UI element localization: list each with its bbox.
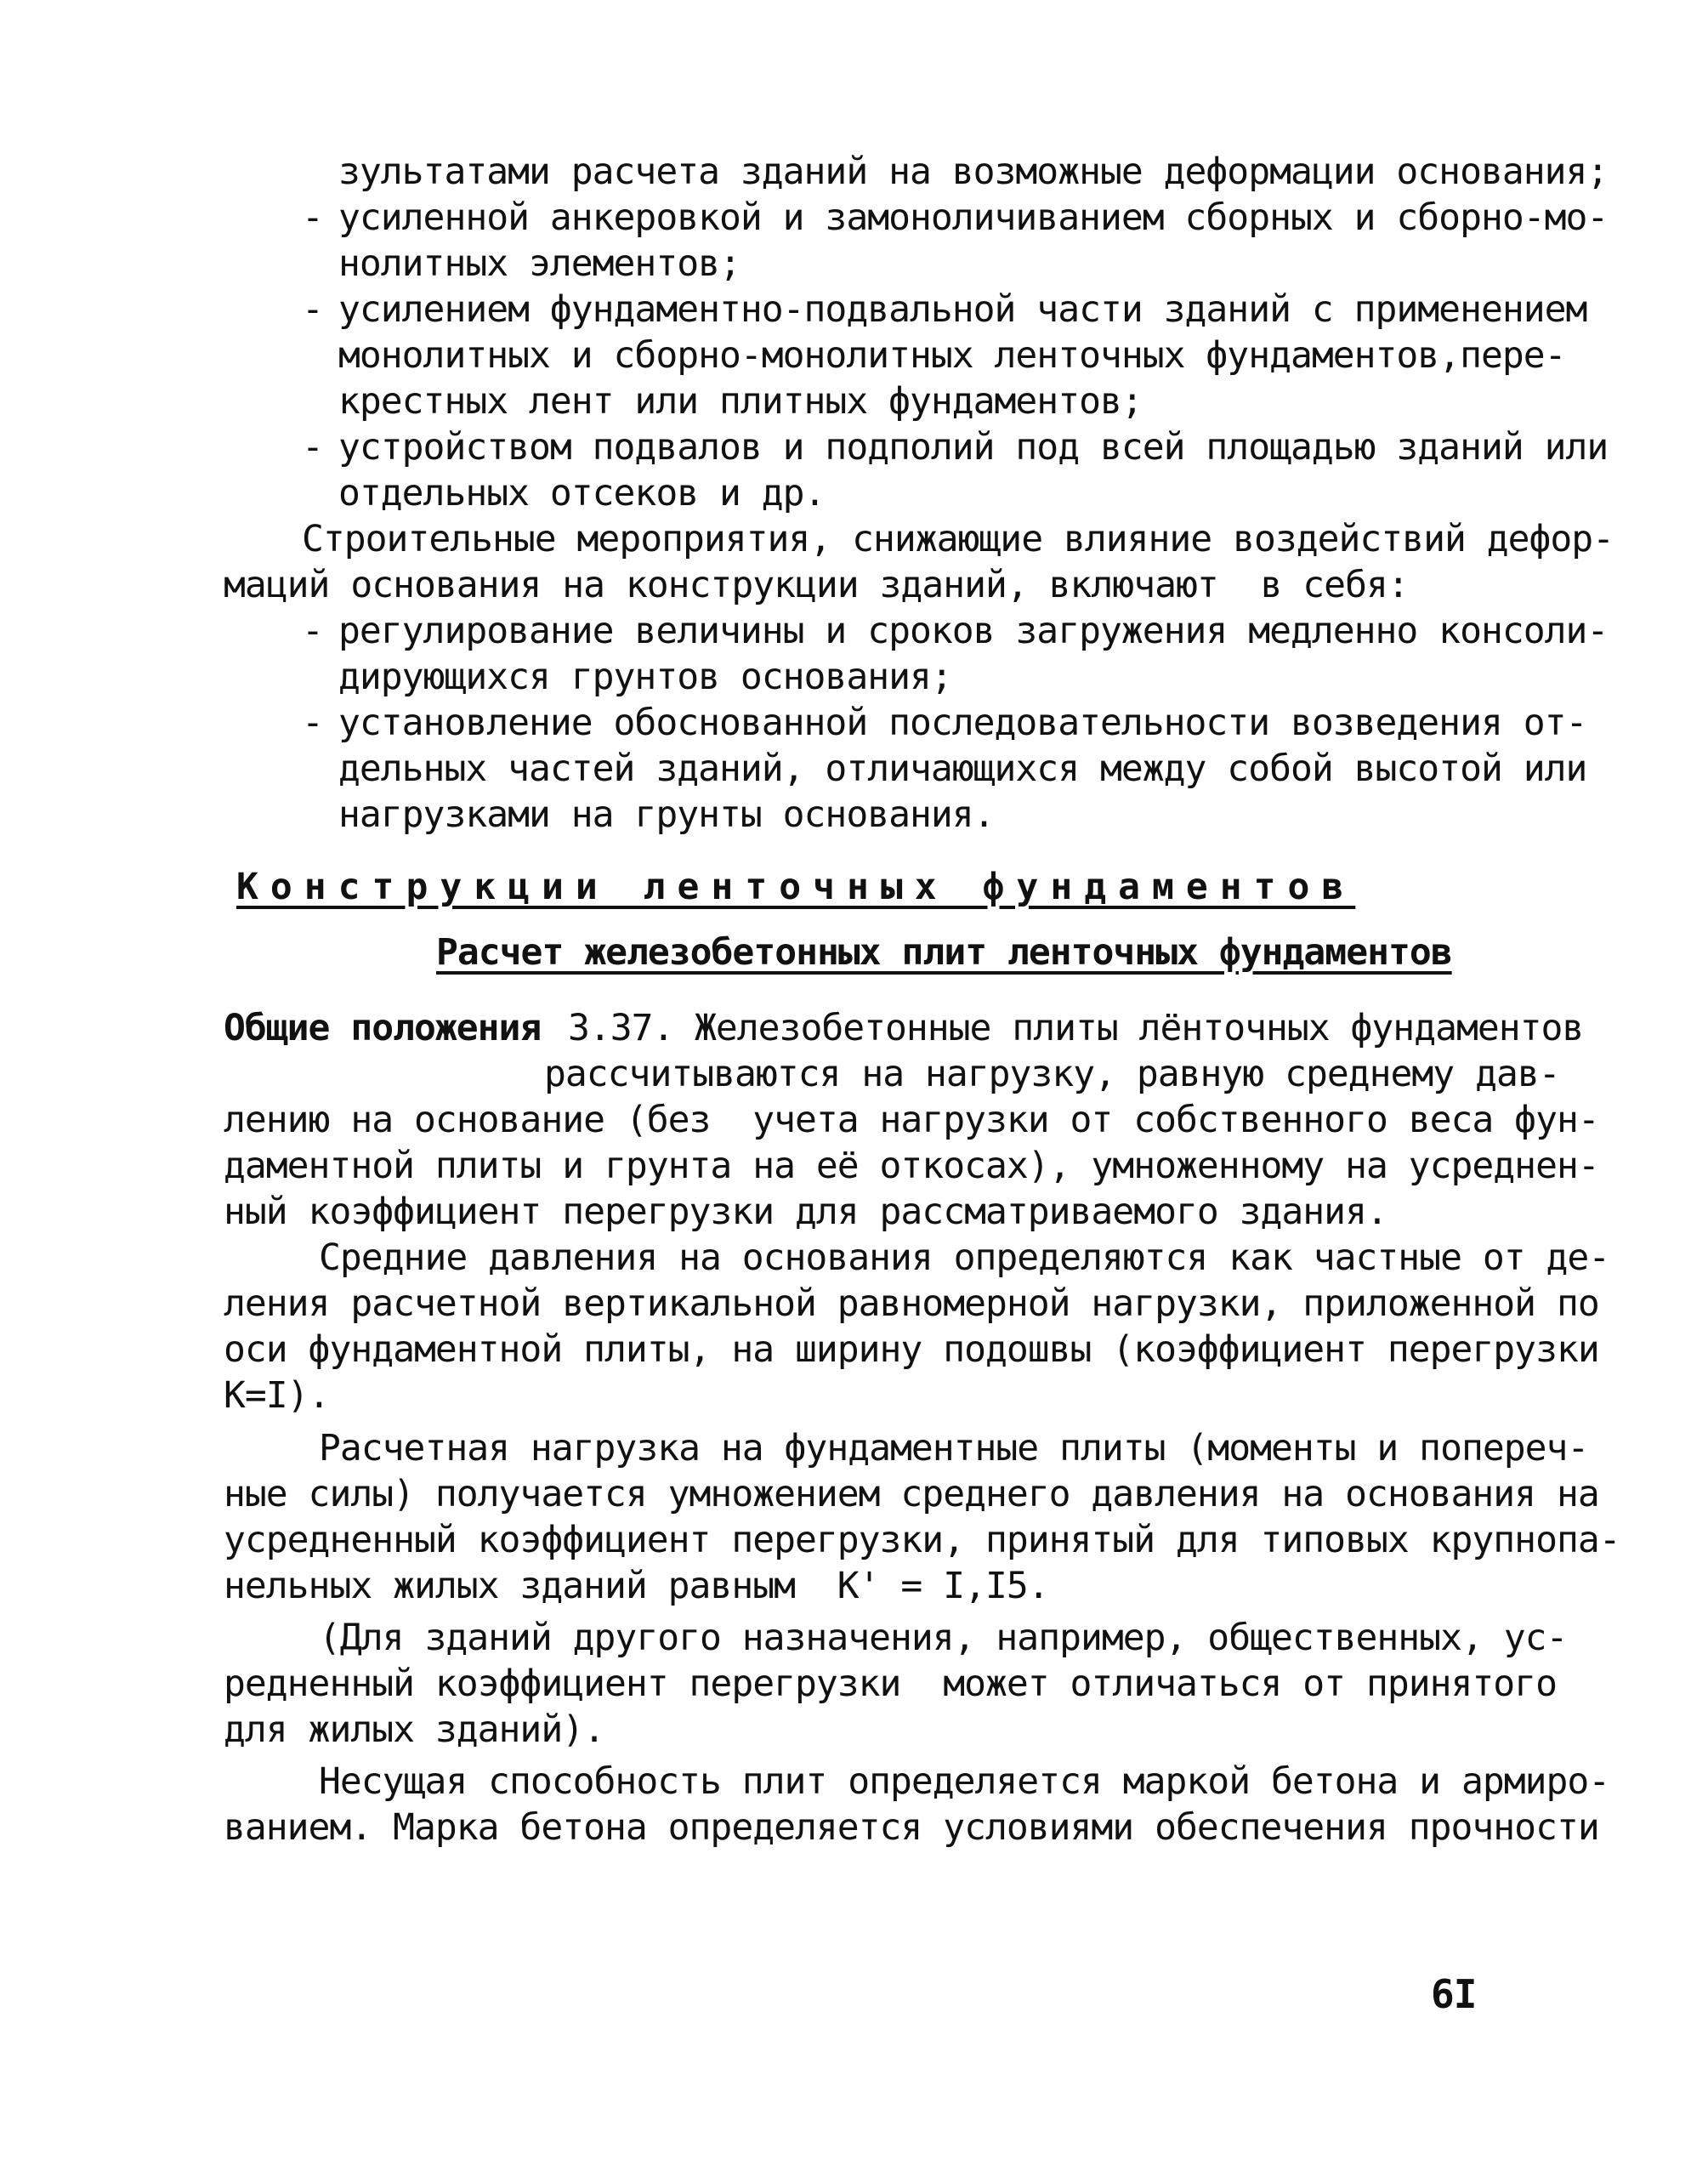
paragraph-line: Расчетная нагрузка на фундаментные плиты (моменты и попереч- [319,1427,1589,1469]
paragraph-line: для жилых зданий). [224,1708,604,1751]
list-item-line: нагрузками на грунты основания. [338,793,995,836]
list-dash: - [302,288,323,331]
list-item-line: дельных частей зданий, отличающихся между собой высотой или [338,747,1587,790]
list-continuation-line: зультатами расчета зданий на возможные деформации основания; [338,151,1609,193]
list-item-line: усиленной анкеровкой и замоноличиванием сборных и сборно-мо- [338,196,1609,239]
list-dash: - [302,610,323,652]
list-item-line: усилением фундаментно-подвальной части зданий с применением [338,288,1587,331]
margin-label: Общие положения [224,1007,542,1049]
paragraph-line: Строительные мероприятия, снижающие влияние воздействий дефор- [302,518,1614,560]
list-item-line: монолитных и сборно-монолитных ленточных фундаментов,пере- [338,334,1566,377]
list-item-line: установление обоснованной последовательности возведения от- [338,702,1587,744]
clause-number: 3.37. [568,1007,674,1049]
list-item-line: регулирование величины и сроков загружения медленно консоли- [338,610,1609,652]
page-number: 6I [1431,1971,1477,2017]
list-dash: - [302,702,323,744]
section-heading: Конструкции ленточных фундаментов [236,866,1356,908]
paragraph-line: маций основания на конструкции зданий, включают в себя: [224,564,1409,606]
paragraph-line: Средние давления на основания определяются как частные от де- [319,1236,1610,1279]
paragraph-line: ные силы) получается умножением среднего давления на основания на [224,1473,1599,1515]
paragraph-line: (Для зданий другого назначения, например, общественных, ус- [319,1617,1568,1659]
paragraph-line: рассчитываются на нагрузку, равную среднему дав- [544,1053,1560,1095]
list-item-line: нолитных элементов; [338,242,741,285]
paragraph-line: усредненный коэффициент перегрузки, принятый для типовых крупнопа- [224,1519,1620,1561]
list-item-line: отдельных отсеков и др. [338,472,826,514]
list-item-line: крестных лент или плитных фундаментов; [338,380,1143,423]
list-dash: - [302,196,323,239]
paragraph-line: нельных жилых зданий равным К' = I,I5. [224,1565,1049,1607]
paragraph-line: ления расчетной вертикальной равномерной нагрузки, приложенной по [224,1282,1599,1325]
paragraph-line: ный коэффициент перегрузки для рассматриваемого здания. [224,1191,1387,1233]
list-dash: - [302,426,323,469]
paragraph-line: даментной плиты и грунта на её откосах), умноженному на усреднен- [224,1145,1599,1187]
paragraph-line: редненный коэффициент перегрузки может отличаться от принятого [224,1663,1557,1705]
paragraph-line: ванием. Марка бетона определяется условиями обеспечения прочности [224,1806,1599,1849]
paragraph-line: Несущая способность плит определяется маркой бетона и армиро- [319,1760,1610,1803]
paragraph-line: лению на основание (без учета нагрузки от собственного веса фун- [224,1099,1599,1141]
paragraph-line: Железобетонные плиты лёнточных фундаментов [695,1007,1584,1049]
list-item-line: дирующихся грунтов основания; [338,656,952,698]
paragraph-line: К=I). [224,1374,330,1417]
subsection-heading: Расчет железобетонных плит ленточных фундаментов [436,931,1452,974]
paragraph-line: оси фундаментной плиты, на ширину подошвы (коэффициент перегрузки [224,1328,1599,1371]
list-item-line: устройством подвалов и подполий под всей площадью зданий или [338,426,1609,469]
